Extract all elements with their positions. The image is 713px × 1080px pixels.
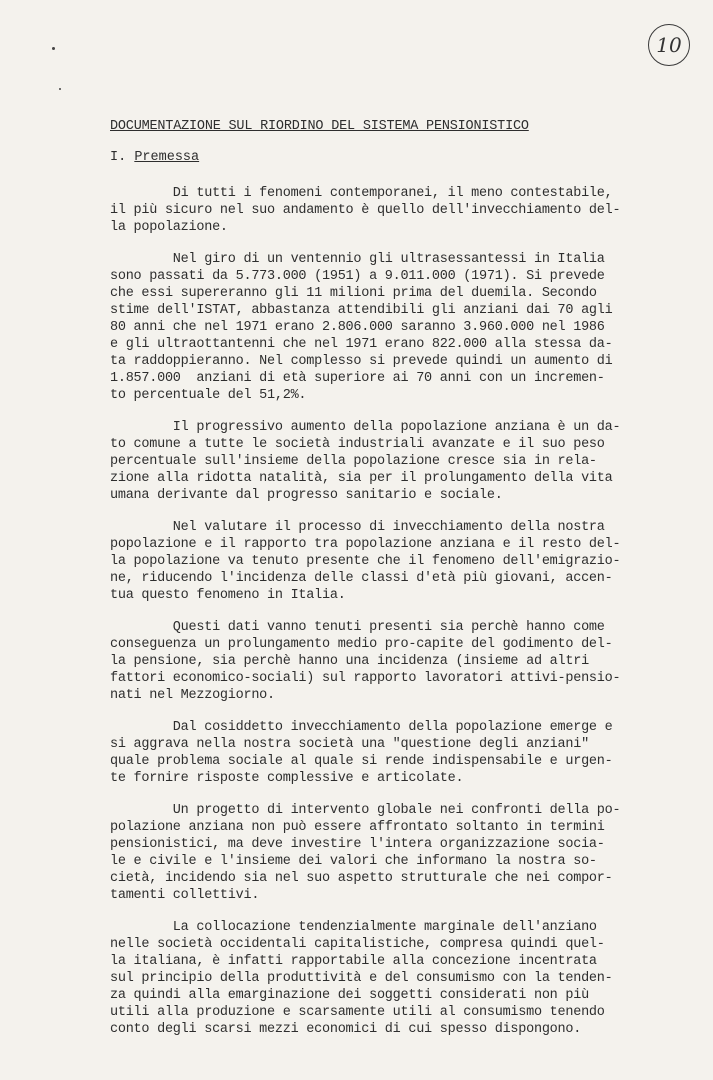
text-line: e gli ultraottantenni che nel 1971 erano 822.000 alla stessa da- (110, 337, 613, 352)
page-number-stamp: 10 (648, 24, 690, 66)
text-line: popolazione e il rapporto tra popolazione anziana e il resto del- (110, 537, 621, 552)
text-line: 1.857.000 anziani di età superiore ai 70 anni con un incremen- (110, 371, 605, 386)
text-line: to comune a tutte le società industriali avanzate e il suo peso (110, 437, 605, 452)
text-line: umana derivante dal progresso sanitario e sociale. (110, 488, 503, 503)
text-line: la pensione, sia perchè hanno una incidenza (insieme ad altri (110, 654, 589, 669)
text-line: Questi dati vanno tenuti presenti sia perchè hanno come (110, 620, 605, 635)
text-line: che essi supereranno gli 11 milioni prima del duemila. Secondo (110, 286, 597, 301)
text-line: la italiana, è infatti rapportabile alla concezione incentrata (110, 954, 597, 969)
text-line: za quindi alla emarginazione dei soggetti considerati non più (110, 988, 589, 1003)
text-line: La collocazione tendenzialmente marginale dell'anziano (110, 920, 597, 935)
paragraph (110, 919, 670, 1038)
text-line: utili alla produzione e scarsamente utili al consumismo tenendo (110, 1005, 605, 1020)
text-line: ne, riducendo l'incidenza delle classi d'età più giovani, accen- (110, 571, 613, 586)
text-line: pensionistici, ma deve investire l'intera organizzazione socia- (110, 837, 605, 852)
punch-mark (52, 47, 55, 50)
text-line: sono passati da 5.773.000 (1951) a 9.011.000 (1971). Si prevede (110, 269, 605, 284)
section-heading (110, 150, 199, 165)
text-line: zione alla ridotta natalità, sia per il prolungamento della vita (110, 471, 613, 486)
text-line: si aggrava nella nostra società una "questione degli anziani" (110, 737, 589, 752)
paragraph (110, 519, 670, 604)
document-body (110, 185, 670, 1053)
text-line: quale problema sociale al quale si rende indispensabile e urgen- (110, 754, 613, 769)
text-line: il più sicuro nel suo andamento è quello dell'invecchiamento del- (110, 203, 621, 218)
text-line: percentuale sull'insieme della popolazione cresce sia in rela- (110, 454, 597, 469)
text-line: stime dell'ISTAT, abbastanza attendibili gli anziani dai 70 agli (110, 303, 613, 318)
text-line: Nel valutare il processo di invecchiamento della nostra (110, 520, 605, 535)
section-number: I. (110, 150, 127, 165)
text-line: le e civile e l'insieme dei valori che informano la nostra so- (110, 854, 597, 869)
text-line: conseguenza un prolungamento medio pro-capite del godimento del- (110, 637, 613, 652)
paragraph (110, 251, 670, 404)
text-line: Il progressivo aumento della popolazione anziana è un da- (110, 420, 621, 435)
text-line: cietà, incidendo sia nel suo aspetto strutturale che nei compor- (110, 871, 613, 886)
text-line: Un progetto di intervento globale nei confronti della po- (110, 803, 621, 818)
text-line: conto degli scarsi mezzi economici di cui spesso dispongono. (110, 1022, 582, 1037)
text-line: Dal cosiddetto invecchiamento della popolazione emerge e (110, 720, 613, 735)
text-line: fattori economico-sociali) sul rapporto lavoratori attivi-pensio- (110, 671, 621, 686)
paragraph (110, 619, 670, 704)
text-line: la popolazione va tenuto presente che il fenomeno dell'emigrazio- (110, 554, 621, 569)
text-line: la popolazione. (110, 220, 228, 235)
text-line: sul principio della produttività e del consumismo con la tenden- (110, 971, 613, 986)
text-line: polazione anziana non può essere affrontato soltanto in termini (110, 820, 605, 835)
paragraph (110, 802, 670, 904)
paragraph (110, 419, 670, 504)
text-line: to percentuale del 51,2%. (110, 388, 307, 403)
paragraph (110, 185, 670, 236)
punch-mark (59, 88, 61, 90)
text-line: Di tutti i fenomeni contemporanei, il meno contestabile, (110, 186, 613, 201)
text-line: nati nel Mezzogiorno. (110, 688, 275, 703)
text-line: tamenti collettivi. (110, 888, 260, 903)
text-line: nelle società occidentali capitalistiche, compresa quindi quel- (110, 937, 605, 952)
paragraph (110, 719, 670, 787)
section-title: Premessa (134, 150, 200, 165)
text-line: Nel giro di un ventennio gli ultrasessantessi in Italia (110, 252, 605, 267)
document-title: DOCUMENTAZIONE SUL RIORDINO DEL SISTEMA PENSIONISTICO (110, 119, 529, 134)
text-line: 80 anni che nel 1971 erano 2.806.000 saranno 3.960.000 nel 1986 (110, 320, 605, 335)
text-line: te fornire risposte complessive e articolate. (110, 771, 464, 786)
text-line: tua questo fenomeno in Italia. (110, 588, 346, 603)
text-line: ta raddoppieranno. Nel complesso si prevede quindi un aumento di (110, 354, 613, 369)
